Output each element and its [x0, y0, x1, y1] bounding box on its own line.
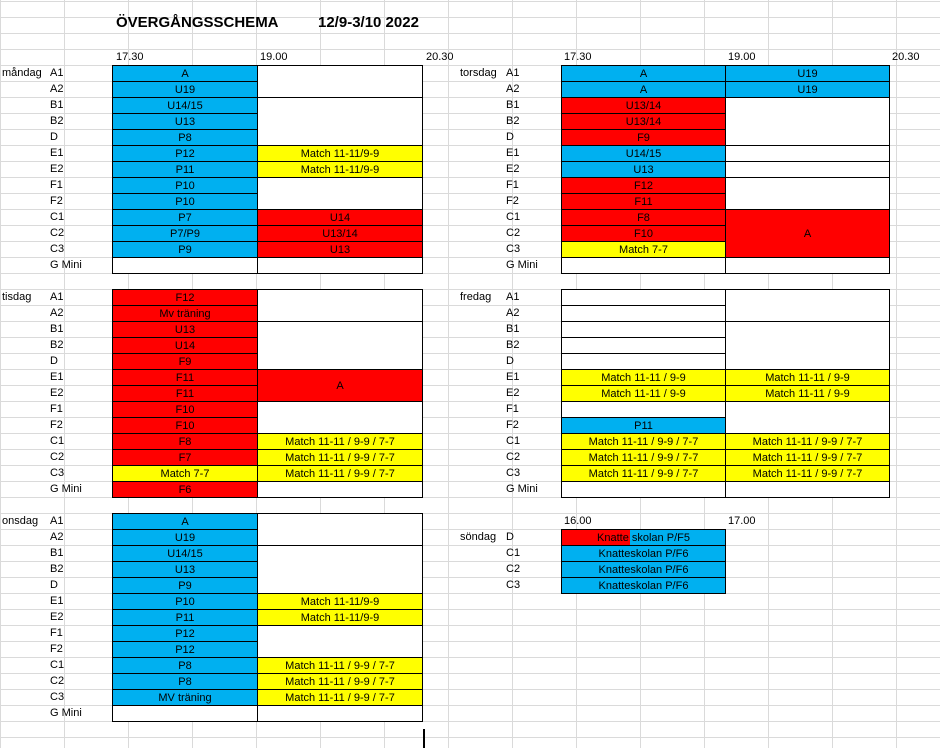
- schedule-cell[interactable]: Match 11-11 / 9-9: [725, 385, 890, 402]
- schedule-cell[interactable]: [561, 481, 726, 498]
- schedule-cell-merged[interactable]: A: [725, 209, 890, 258]
- court-label: E1: [50, 147, 64, 159]
- court-label: G Mini: [50, 259, 82, 271]
- schedule-cell[interactable]: F6: [112, 481, 258, 498]
- court-label: C3: [50, 691, 65, 703]
- court-label: F2: [506, 195, 519, 207]
- schedule-cell[interactable]: [561, 401, 726, 418]
- schedule-cell[interactable]: [725, 481, 890, 498]
- court-label: C1: [50, 211, 65, 223]
- schedule-cell[interactable]: P8: [112, 673, 258, 690]
- court-label: F2: [506, 419, 519, 431]
- schedule-cell[interactable]: Match 11-11 / 9-9 / 7-7: [257, 657, 423, 674]
- court-label: G Mini: [506, 483, 538, 495]
- court-label: F1: [50, 179, 63, 191]
- schedule-cell[interactable]: P9: [112, 577, 258, 594]
- time-header-sunday-start: 16.00: [564, 515, 592, 527]
- schedule-cell[interactable]: Match 11-11 / 9-9 / 7-7: [257, 465, 423, 482]
- schedule-cell[interactable]: [257, 481, 423, 498]
- schedule-cell[interactable]: [561, 305, 726, 322]
- court-label: C2: [506, 563, 521, 575]
- court-label: E1: [50, 371, 64, 383]
- schedule-cell[interactable]: P8: [112, 657, 258, 674]
- schedule-cell[interactable]: F8: [112, 433, 258, 450]
- schedule-cell[interactable]: P10: [112, 593, 258, 610]
- schedule-cell[interactable]: P7: [112, 209, 258, 226]
- day-label: fredag: [460, 291, 492, 303]
- court-label: F1: [506, 179, 519, 191]
- court-label: C2: [506, 451, 521, 463]
- court-label: A1: [506, 67, 520, 79]
- schedule-cell[interactable]: A: [112, 513, 258, 530]
- court-label: D: [50, 131, 58, 143]
- court-label: C3: [506, 243, 521, 255]
- schedule-cell[interactable]: U13: [561, 161, 726, 178]
- court-label: D: [50, 579, 58, 591]
- schedule-cell[interactable]: [561, 257, 726, 274]
- court-label: E2: [50, 387, 64, 399]
- schedule-cell[interactable]: P10: [112, 177, 258, 194]
- schedule-cell[interactable]: Knatteskolan P/F6: [561, 545, 726, 562]
- schedule-cell[interactable]: U13/14: [257, 225, 423, 242]
- schedule-cell[interactable]: Match 11-11/9-9: [257, 609, 423, 626]
- court-label: E2: [506, 387, 520, 399]
- court-label: B2: [50, 115, 64, 127]
- day-label: söndag: [460, 531, 497, 543]
- schedule-cell[interactable]: Match 11-11/9-9: [257, 161, 423, 178]
- schedule-cell-merged[interactable]: [725, 289, 890, 322]
- schedule-cell[interactable]: U14/15: [112, 545, 258, 562]
- schedule-cell[interactable]: F8: [561, 209, 726, 226]
- schedule-cell[interactable]: Match 11-11 / 9-9 / 7-7: [725, 433, 890, 450]
- schedule-cell[interactable]: P9: [112, 241, 258, 258]
- schedule-cell[interactable]: U13/14: [561, 97, 726, 114]
- schedule-cell[interactable]: U14/15: [112, 97, 258, 114]
- court-label: A2: [506, 307, 520, 319]
- schedule-cell[interactable]: [257, 257, 423, 274]
- schedule-cell[interactable]: [257, 705, 423, 722]
- time-header-sunday-end: 17.00: [728, 515, 756, 527]
- court-label: C1: [50, 435, 65, 447]
- court-label: F1: [50, 627, 63, 639]
- time-header-end-right: 20.30: [892, 51, 920, 63]
- court-label: D: [506, 131, 514, 143]
- schedule-cell[interactable]: Match 11-11 / 9-9 / 7-7: [561, 449, 726, 466]
- court-label: A1: [50, 291, 64, 303]
- schedule-cell[interactable]: [561, 337, 726, 354]
- court-label: G Mini: [506, 259, 538, 271]
- schedule-cell[interactable]: P12: [112, 641, 258, 658]
- court-label: F2: [50, 643, 63, 655]
- court-label: B2: [50, 563, 64, 575]
- schedule-cell[interactable]: Match 11-11/9-9: [257, 145, 423, 162]
- schedule-cell[interactable]: [725, 145, 890, 162]
- schedule-cell[interactable]: [725, 161, 890, 178]
- court-label: C2: [50, 227, 65, 239]
- court-label: E1: [506, 371, 520, 383]
- day-label: onsdag: [2, 515, 39, 527]
- court-label: C1: [50, 659, 65, 671]
- schedule-cell-merged[interactable]: [257, 625, 423, 658]
- schedule-cell[interactable]: A: [561, 65, 726, 82]
- schedule-cell-merged[interactable]: [257, 545, 423, 594]
- schedule-cell[interactable]: Match 11-11 / 9-9: [725, 369, 890, 386]
- schedule-cell[interactable]: P11: [112, 161, 258, 178]
- schedule-cell[interactable]: F11: [561, 193, 726, 210]
- schedule-cell[interactable]: U13/14: [561, 113, 726, 130]
- schedule-cell[interactable]: F7: [112, 449, 258, 466]
- schedule-cell[interactable]: [561, 353, 726, 370]
- schedule-cell[interactable]: P12: [112, 625, 258, 642]
- schedule-cell[interactable]: P11: [561, 417, 726, 434]
- court-label: A2: [50, 531, 64, 543]
- schedule-cell[interactable]: F12: [561, 177, 726, 194]
- schedule-cell[interactable]: Knatte skolan P/F5: [561, 529, 726, 546]
- schedule-cell[interactable]: F11: [112, 385, 258, 402]
- schedule-cell[interactable]: U13: [112, 321, 258, 338]
- court-label: B2: [506, 339, 520, 351]
- court-label: A2: [506, 83, 520, 95]
- schedule-cell[interactable]: P10: [112, 193, 258, 210]
- court-label: F2: [50, 419, 63, 431]
- court-label: A1: [50, 67, 64, 79]
- schedule-cell-merged[interactable]: [257, 65, 423, 98]
- court-label: C1: [506, 211, 521, 223]
- schedule-cell[interactable]: U13: [112, 561, 258, 578]
- time-header-start-right: 17.30: [564, 51, 592, 63]
- schedule-cell-merged[interactable]: [725, 97, 890, 146]
- court-label: A1: [50, 515, 64, 527]
- court-label: E2: [50, 163, 64, 175]
- court-label: B2: [50, 339, 64, 351]
- schedule-cell[interactable]: Match 11-11 / 9-9 / 7-7: [561, 433, 726, 450]
- schedule-cell-merged[interactable]: [257, 321, 423, 370]
- schedule-cell[interactable]: Match 11-11 / 9-9 / 7-7: [257, 433, 423, 450]
- court-label: C3: [50, 467, 65, 479]
- schedule-cell[interactable]: F9: [112, 353, 258, 370]
- schedule-cell[interactable]: P11: [112, 609, 258, 626]
- court-label: C3: [506, 467, 521, 479]
- time-header-start: 17.30: [116, 51, 144, 63]
- schedule-cell[interactable]: Match 11-11 / 9-9 / 7-7: [257, 449, 423, 466]
- schedule-cell[interactable]: F11: [112, 369, 258, 386]
- court-label: B1: [50, 99, 64, 111]
- schedule-cell[interactable]: Match 7-7: [112, 465, 258, 482]
- court-label: A2: [50, 307, 64, 319]
- court-label: D: [50, 355, 58, 367]
- schedule-cell[interactable]: Knatteskolan P/F6: [561, 577, 726, 594]
- schedule-cell[interactable]: Match 11-11 / 9-9 / 7-7: [725, 465, 890, 482]
- schedule-cell[interactable]: F10: [112, 401, 258, 418]
- schedule-cell[interactable]: Match 11-11 / 9-9: [561, 369, 726, 386]
- schedule-cell[interactable]: U19: [112, 81, 258, 98]
- court-label: B1: [506, 323, 520, 335]
- schedule-cell-merged[interactable]: [725, 401, 890, 434]
- schedule-cell[interactable]: [561, 321, 726, 338]
- schedule-cell-merged[interactable]: [257, 97, 423, 146]
- court-label: A1: [506, 291, 520, 303]
- schedule-cell[interactable]: U19: [725, 65, 890, 82]
- court-label: C3: [50, 243, 65, 255]
- court-label: B1: [50, 323, 64, 335]
- schedule-cell[interactable]: U14/15: [561, 145, 726, 162]
- court-label: G Mini: [50, 707, 82, 719]
- court-label: C1: [506, 547, 521, 559]
- court-label: B1: [506, 99, 520, 111]
- schedule-cell[interactable]: MV träning: [112, 689, 258, 706]
- court-label: D: [506, 355, 514, 367]
- schedule-cell[interactable]: U19: [112, 529, 258, 546]
- schedule-cell[interactable]: A: [112, 65, 258, 82]
- schedule-cell[interactable]: U14: [257, 209, 423, 226]
- page-break-line: [423, 729, 425, 748]
- schedule-cell[interactable]: Match 11-11 / 9-9 / 7-7: [257, 673, 423, 690]
- schedule-cell-merged[interactable]: A: [257, 369, 423, 402]
- schedule-cell[interactable]: [561, 289, 726, 306]
- time-header-mid: 19.00: [260, 51, 288, 63]
- day-label: torsdag: [460, 67, 497, 79]
- schedule-cell[interactable]: [725, 257, 890, 274]
- time-header-mid-right: 19.00: [728, 51, 756, 63]
- schedule-cell[interactable]: Knatteskolan P/F6: [561, 561, 726, 578]
- court-label: C3: [506, 579, 521, 591]
- schedule-cell[interactable]: Mv träning: [112, 305, 258, 322]
- court-label: C1: [506, 435, 521, 447]
- schedule-cell[interactable]: Match 11-11 / 9-9 / 7-7: [725, 449, 890, 466]
- court-label: A2: [50, 83, 64, 95]
- schedule-cell-merged[interactable]: [725, 177, 890, 210]
- court-label: C2: [506, 227, 521, 239]
- court-label: B1: [50, 547, 64, 559]
- schedule-cell[interactable]: U19: [725, 81, 890, 98]
- court-label: F2: [50, 195, 63, 207]
- time-header-end: 20.30: [426, 51, 454, 63]
- schedule-cell-merged[interactable]: [257, 401, 423, 434]
- schedule-cell-merged[interactable]: [257, 513, 423, 546]
- schedule-cell[interactable]: A: [561, 81, 726, 98]
- court-label: C2: [50, 451, 65, 463]
- court-label: F1: [50, 403, 63, 415]
- schedule-cell[interactable]: U13: [257, 241, 423, 258]
- schedule-cell[interactable]: Match 11-11/9-9: [257, 593, 423, 610]
- schedule-cell[interactable]: F10: [112, 417, 258, 434]
- schedule-cell[interactable]: Match 11-11 / 9-9 / 7-7: [561, 465, 726, 482]
- court-label: E1: [50, 595, 64, 607]
- court-label: G Mini: [50, 483, 82, 495]
- court-label: E1: [506, 147, 520, 159]
- schedule-cell-merged[interactable]: [257, 177, 423, 210]
- schedule-cell[interactable]: P7/P9: [112, 225, 258, 242]
- court-label: C2: [50, 675, 65, 687]
- schedule-cell[interactable]: Match 11-11 / 9-9: [561, 385, 726, 402]
- schedule-cell-merged[interactable]: [257, 289, 423, 322]
- schedule-cell[interactable]: Match 11-11 / 9-9 / 7-7: [257, 689, 423, 706]
- sheet-title: ÖVERGÅNGSSCHEMA: [116, 14, 279, 31]
- schedule-cell[interactable]: U14: [112, 337, 258, 354]
- schedule-cell[interactable]: F12: [112, 289, 258, 306]
- day-label: måndag: [2, 67, 42, 79]
- day-label: tisdag: [2, 291, 32, 303]
- court-label: E2: [506, 163, 520, 175]
- schedule-cell[interactable]: F9: [561, 129, 726, 146]
- court-label: D: [506, 531, 514, 543]
- court-label: F1: [506, 403, 519, 415]
- schedule-cell[interactable]: Match 7-7: [561, 241, 726, 258]
- schedule-cell[interactable]: F10: [561, 225, 726, 242]
- schedule-cell[interactable]: [112, 257, 258, 274]
- schedule-cell[interactable]: P8: [112, 129, 258, 146]
- court-label: B2: [506, 115, 520, 127]
- schedule-cell-merged[interactable]: [725, 321, 890, 370]
- schedule-cell[interactable]: [112, 705, 258, 722]
- schedule-cell[interactable]: P12: [112, 145, 258, 162]
- sheet-period: 12/9-3/10 2022: [318, 14, 419, 31]
- court-label: E2: [50, 611, 64, 623]
- schedule-cell[interactable]: U13: [112, 113, 258, 130]
